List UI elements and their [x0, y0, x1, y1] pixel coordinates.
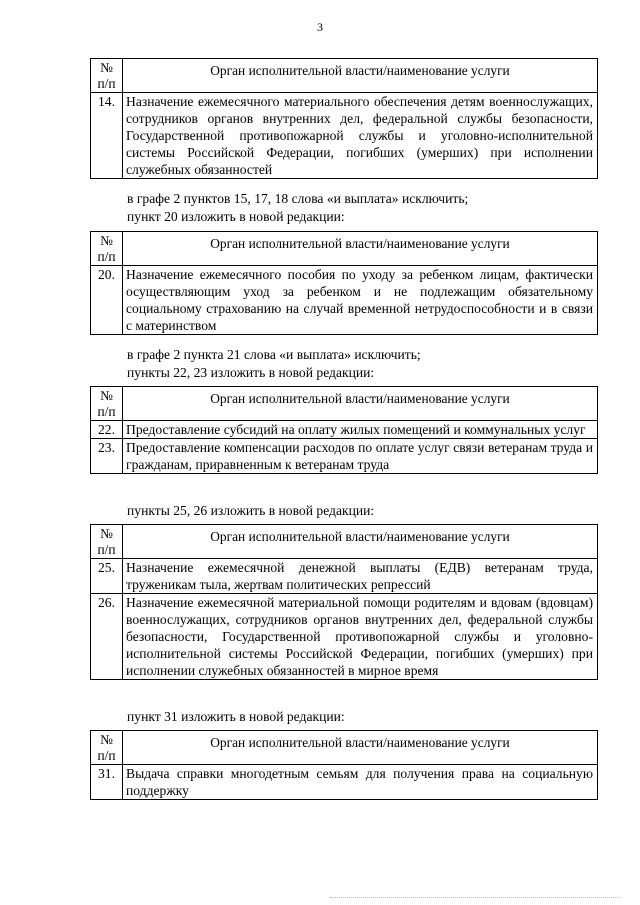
row-text: Предоставление субсидий на оплату жилых помещений и коммунальных услуг [123, 421, 598, 439]
header-number-label: № п/п [97, 526, 116, 557]
header-number-cell [91, 232, 123, 266]
header-title-label: Орган исполнительной власти/наименование услуги [210, 735, 510, 750]
header-title-cell [123, 232, 598, 266]
table-row [91, 266, 598, 335]
header-number-label: № п/п [97, 388, 116, 419]
instruction-line: пункты 22, 23 изложить в новой редакции: [127, 365, 375, 380]
table-header-row [91, 232, 598, 266]
table-header-row [91, 59, 598, 93]
header-title-cell [123, 525, 598, 559]
service-table-22-23 [90, 386, 598, 474]
header-title-cell [123, 387, 598, 421]
header-number-label: № п/п [97, 233, 116, 264]
table-row [91, 93, 598, 179]
scan-footer-marks [330, 897, 620, 901]
row-number: 26. [91, 594, 123, 680]
instruction-line: пункты 25, 26 изложить в новой редакции: [127, 503, 375, 518]
header-number-cell [91, 525, 123, 559]
header-title-label: Орган исполнительной власти/наименование услуги [210, 236, 510, 251]
table-row [91, 421, 598, 439]
header-number-cell [91, 731, 123, 765]
instruction-line: пункт 20 изложить в новой редакции: [127, 209, 345, 224]
service-table [90, 730, 598, 800]
table-header-row [91, 525, 598, 559]
row-number: 20. [91, 266, 123, 335]
row-text: Предоставление компенсации расходов по оплате услуг связи ветеранам труда и гражданам, приравненным к ветеранам труда [123, 439, 598, 474]
row-number: 25. [91, 559, 123, 594]
table-row [91, 594, 598, 680]
instruction-line: пункт 31 изложить в новой редакции: [127, 709, 345, 724]
page-number: 3 [317, 20, 323, 34]
service-table [90, 58, 598, 179]
service-table [90, 524, 598, 680]
row-text: Назначение ежемесячного пособия по уходу за ребенком лицам, фактически осуществляющим уход за ребенком и не подлежащим обязательному социальному страхованию на случай временной нетрудоспособности и в связи с материнством [123, 266, 598, 335]
header-number-cell [91, 387, 123, 421]
header-title-cell [123, 731, 598, 765]
service-table-20 [90, 231, 598, 335]
table-header-row [91, 387, 598, 421]
header-title-label: Орган исполнительной власти/наименование услуги [210, 391, 510, 406]
table-header-row [91, 731, 598, 765]
header-title-label: Орган исполнительной власти/наименование услуги [210, 63, 510, 78]
header-number-label: № п/п [97, 732, 116, 763]
service-table-31 [90, 730, 598, 800]
service-table [90, 386, 598, 474]
row-number: 23. [91, 439, 123, 474]
row-text: Назначение ежемесячного материального обеспечения детям военнослужащих, сотрудников органов внутренних дел, федеральной службы безопасности, Государственной противопожарной службы и уголовно-исполнительной системы Российской Федерации, погибших (умерших) при исполнении служебных обязанностей [123, 93, 598, 179]
service-table [90, 231, 598, 335]
row-text: Выдача справки многодетным семьям для получения права на социальную поддержку [123, 765, 598, 800]
header-title-cell [123, 59, 598, 93]
table-row [91, 439, 598, 474]
instruction-line: в графе 2 пункта 21 слова «и выплата» исключить; [127, 347, 421, 362]
service-table-14 [90, 58, 598, 179]
row-number: 14. [91, 93, 123, 179]
header-title-label: Орган исполнительной власти/наименование услуги [210, 529, 510, 544]
service-table-25-26 [90, 524, 598, 680]
row-number: 31. [91, 765, 123, 800]
table-row [91, 765, 598, 800]
row-text: Назначение ежемесячной денежной выплаты (ЕДВ) ветеранам труда, труженикам тыла, жертвам политических репрессий [123, 559, 598, 594]
instruction-line: в графе 2 пунктов 15, 17, 18 слова «и выплата» исключить; [127, 191, 469, 206]
table-row [91, 559, 598, 594]
row-number: 22. [91, 421, 123, 439]
header-number-cell [91, 59, 123, 93]
header-number-label: № п/п [97, 60, 116, 91]
row-text: Назначение ежемесячной материальной помощи родителям и вдовам (вдовцам) военнослужащих, сотрудников органов внутренних дел, федеральной службы безопасности, Государственной противопожарной службы и уголовно-исполнительной системы Российской Федерации, погибших (умерших) при исполнении служебных обязанностей в мирное время [123, 594, 598, 680]
